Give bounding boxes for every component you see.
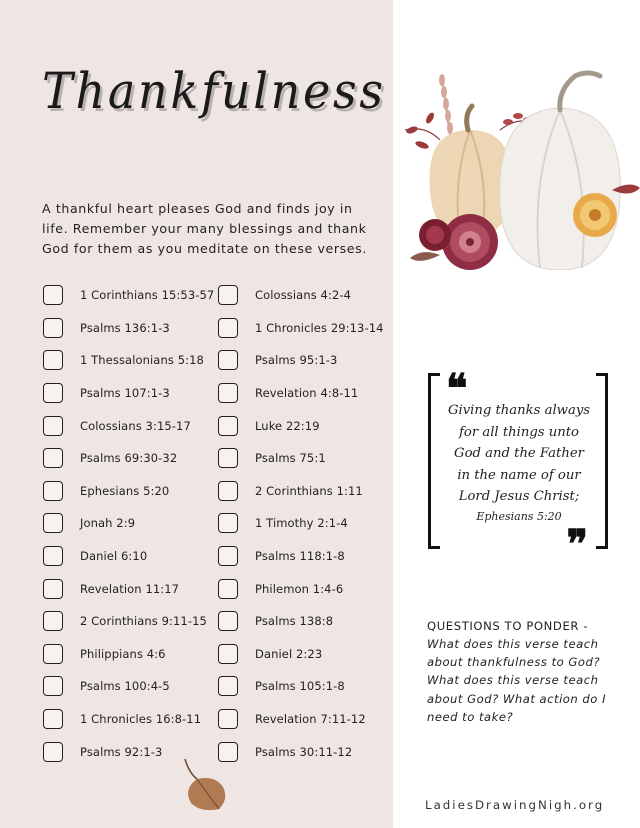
checkbox-icon[interactable]: [218, 383, 238, 403]
verse-item: [43, 383, 214, 416]
checkbox-icon[interactable]: [43, 742, 63, 762]
checkbox-icon[interactable]: [218, 546, 238, 566]
open-quote-icon: ❝: [446, 365, 468, 412]
verse-item: [218, 578, 384, 611]
verse-item: [43, 611, 214, 644]
verse-reference: Revelation 7:11-12: [255, 712, 366, 727]
verse-item: [218, 644, 384, 677]
verse-reference: Psalms 75:1: [255, 451, 326, 466]
verse-reference: Psalms 95:1-3: [255, 353, 338, 368]
verse-item: [43, 448, 214, 481]
verse-item: [43, 676, 214, 709]
verse-item: [218, 709, 384, 742]
scripture-quote-box: [428, 365, 608, 568]
checkbox-icon[interactable]: [218, 611, 238, 631]
verse-list-right: [218, 285, 384, 774]
verse-reference: Colossians 4:2-4: [255, 288, 352, 303]
verse-reference: Daniel 2:23: [255, 646, 323, 661]
verse-reference: Psalms 136:1-3: [80, 320, 170, 335]
verse-item: [218, 318, 384, 351]
verse-item: [43, 350, 214, 383]
verse-item: [43, 578, 214, 611]
verse-reference: Daniel 6:10: [80, 549, 148, 564]
quote-line: for all things unto: [459, 424, 579, 440]
verse-reference: 2 Corinthians 9:11-15: [80, 614, 207, 629]
questions-text: What does this verse teach about thankfulness to God? What does this verse teach about God? What action do I need to take?: [427, 637, 606, 724]
questions-section: [427, 617, 627, 726]
verse-item: [218, 676, 384, 709]
verse-reference: 1 Chronicles 29:13-14: [255, 320, 384, 335]
verse-item: [218, 415, 384, 448]
checkbox-icon[interactable]: [43, 448, 63, 468]
checkbox-icon[interactable]: [218, 481, 238, 501]
verse-reference: Psalms 105:1-8: [255, 679, 345, 694]
checkbox-icon[interactable]: [218, 644, 238, 664]
checkbox-icon[interactable]: [218, 448, 238, 468]
verse-item: [43, 481, 214, 514]
verse-reference: Psalms 107:1-3: [80, 386, 170, 401]
checkbox-icon[interactable]: [43, 513, 63, 533]
quote-line: God and the Father: [454, 446, 584, 462]
verse-item: [218, 481, 384, 514]
checkbox-icon[interactable]: [218, 350, 238, 370]
autumn-leaf-icon: [175, 755, 231, 813]
questions-heading: QUESTIONS TO PONDER -: [427, 619, 589, 633]
checkbox-icon[interactable]: [218, 709, 238, 729]
verse-reference: Philippians 4:6: [80, 646, 166, 661]
verse-item: [218, 513, 384, 546]
checkbox-icon[interactable]: [43, 285, 63, 305]
verse-reference: Luke 22:19: [255, 418, 320, 433]
pumpkin-flower-illustration: [400, 70, 640, 270]
verse-reference: Psalms 100:4-5: [80, 679, 170, 694]
verse-item: [43, 285, 214, 318]
checkbox-icon[interactable]: [43, 709, 63, 729]
verse-reference: 1 Timothy 2:1-4: [255, 516, 348, 531]
quote-reference: Ephesians 5:20: [476, 510, 562, 523]
verse-item: [218, 285, 384, 318]
checkbox-icon[interactable]: [218, 579, 238, 599]
verse-reference: 2 Corinthians 1:11: [255, 483, 363, 498]
verse-item: [43, 318, 214, 351]
checkbox-icon[interactable]: [43, 383, 63, 403]
checkbox-icon[interactable]: [43, 644, 63, 664]
checkbox-icon[interactable]: [218, 676, 238, 696]
verse-item: [43, 415, 214, 448]
checkbox-icon[interactable]: [43, 350, 63, 370]
left-bracket: [428, 373, 440, 549]
verse-reference: Philemon 1:4-6: [255, 581, 344, 596]
close-quote-icon: ❞: [566, 521, 588, 568]
quote-line: in the name of our: [457, 467, 581, 483]
right-bracket: [596, 373, 608, 549]
checkbox-icon[interactable]: [218, 513, 238, 533]
checkbox-icon[interactable]: [43, 579, 63, 599]
verse-reference: 1 Chronicles 16:8-11: [80, 712, 202, 727]
verse-list-left: [43, 285, 214, 774]
verse-reference: Psalms 138:8: [255, 614, 334, 629]
page-title: Thankfulness: [42, 62, 386, 120]
quote-line: Lord Jesus Christ;: [458, 489, 580, 505]
verse-item: [43, 546, 214, 579]
verse-item: [218, 350, 384, 383]
quote-line: Giving thanks always: [447, 403, 591, 418]
verse-reference: 1 Thessalonians 5:18: [80, 353, 204, 368]
verse-reference: Psalms 30:11-12: [255, 744, 353, 759]
verse-reference: Colossians 3:15-17: [80, 418, 191, 433]
quote-text: [444, 400, 594, 508]
verse-reference: Psalms 69:30-32: [80, 451, 178, 466]
verse-reference: Ephesians 5:20: [80, 483, 170, 498]
verse-reference: Psalms 118:1-8: [255, 549, 345, 564]
verse-item: [43, 709, 214, 742]
website-url: LadiesDrawingNigh.org: [425, 798, 605, 812]
checkbox-icon[interactable]: [43, 318, 63, 338]
verse-reference: 1 Corinthians 15:53-57: [80, 288, 215, 303]
checkbox-icon[interactable]: [218, 416, 238, 436]
verse-item: [218, 448, 384, 481]
verse-item: [218, 546, 384, 579]
checkbox-icon[interactable]: [43, 546, 63, 566]
intro-paragraph: A thankful heart pleases God and finds joy in life. Remember your many blessings and thank God for them as you meditate on these verses.: [42, 201, 367, 256]
verse-reference: Psalms 92:1-3: [80, 744, 163, 759]
verse-item: [43, 513, 214, 546]
checkbox-icon[interactable]: [43, 481, 63, 501]
checkbox-icon[interactable]: [43, 611, 63, 631]
checkbox-icon[interactable]: [218, 318, 238, 338]
verse-item: [43, 644, 214, 677]
verse-item: [218, 611, 384, 644]
verse-reference: Jonah 2:9: [80, 516, 136, 531]
checkbox-icon[interactable]: [43, 416, 63, 436]
verse-reference: Revelation 11:17: [80, 581, 180, 596]
verse-item: [218, 741, 384, 774]
verse-item: [218, 383, 384, 416]
checkbox-icon[interactable]: [43, 676, 63, 696]
checkbox-icon[interactable]: [218, 285, 238, 305]
verse-reference: Revelation 4:8-11: [255, 386, 359, 401]
